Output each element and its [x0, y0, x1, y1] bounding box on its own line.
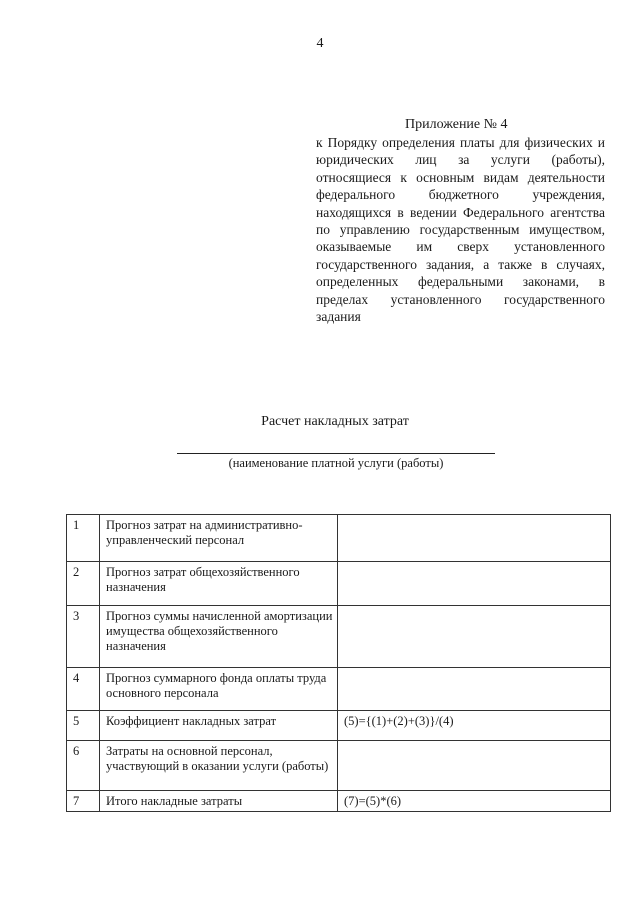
row-number: 5 — [67, 711, 100, 741]
table-row — [67, 791, 611, 812]
table-row — [67, 606, 611, 668]
row-description: Затраты на основной персонал, участвующий в оказании услуги (работы) — [100, 741, 338, 791]
row-description: Прогноз затрат на административно-управленческий персонал — [100, 515, 338, 562]
service-name-blank-line — [177, 453, 495, 454]
table-row — [67, 741, 611, 791]
table-row — [67, 668, 611, 711]
row-number: 7 — [67, 791, 100, 812]
row-formula — [338, 741, 611, 791]
row-description: Итого накладные затраты — [100, 791, 338, 812]
table-row — [67, 515, 611, 562]
row-number: 6 — [67, 741, 100, 791]
row-description: Прогноз суммарного фонда оплаты труда основного персонала — [100, 668, 338, 711]
row-number: 1 — [67, 515, 100, 562]
row-number: 4 — [67, 668, 100, 711]
row-formula: (5)={(1)+(2)+(3)}/(4) — [338, 711, 611, 741]
row-description: Прогноз суммы начисленной амортизации имущества общехозяйственного назначения — [100, 606, 338, 668]
row-formula — [338, 668, 611, 711]
table-row — [67, 711, 611, 741]
calculation-title: Расчет накладных затрат — [261, 414, 409, 429]
row-formula: (7)=(5)*(6) — [338, 791, 611, 812]
row-description: Коэффициент накладных затрат — [100, 711, 338, 741]
row-number: 2 — [67, 562, 100, 606]
table-row — [67, 562, 611, 606]
row-description: Прогноз затрат общехозяйственного назначения — [100, 562, 338, 606]
service-name-caption: (наименование платной услуги (работы) — [228, 456, 444, 470]
appendix-body: к Порядку определения платы для физических и юридических лиц за услуги (работы), относящиеся к основным видам деятельности федерального бюджетного учреждения, находящихся в ведении Федерального агентства по управлению государственным имуществом, оказываемые им сверх установленного государственного задания, а также в случаях, определенных федеральными законами, в пределах установленного государственного задания — [316, 135, 605, 325]
row-formula — [338, 606, 611, 668]
row-number: 3 — [67, 606, 100, 668]
page-number: 4 — [316, 36, 324, 51]
overhead-costs-table — [66, 514, 611, 812]
row-formula — [338, 515, 611, 562]
row-formula — [338, 562, 611, 606]
appendix-title: Приложение № 4 — [405, 117, 508, 132]
